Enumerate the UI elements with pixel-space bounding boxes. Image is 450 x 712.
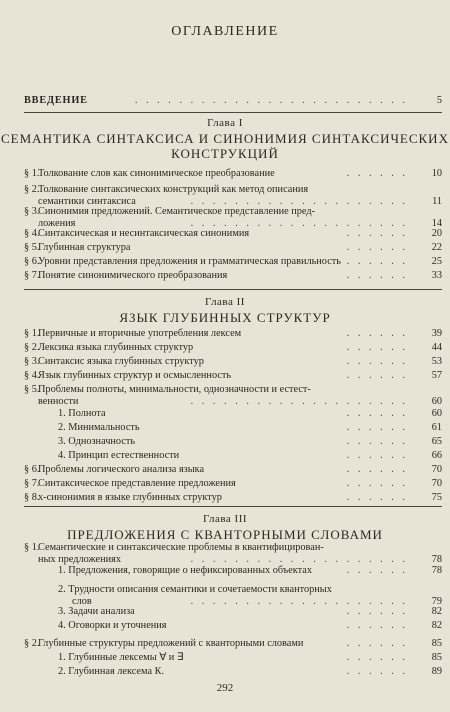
leader-dots: . . . . . . xyxy=(346,436,408,447)
page-ref: 70 xyxy=(431,478,442,489)
leader-dots: . . . . . . . . . . . . . . . . . . . . xyxy=(190,196,408,207)
section-number: § 8. xyxy=(24,492,40,503)
entry-title: Синтаксическое представление предложения xyxy=(38,478,236,489)
entry-title: 1. Глубинные лексемы ∀ и ∃ xyxy=(58,652,184,663)
page-ref: 85 xyxy=(431,638,442,649)
entry-title: Синтаксическая и несинтаксическая синонимия xyxy=(38,228,250,239)
page-ref: 33 xyxy=(431,270,442,281)
entry-title-cont: слов xyxy=(72,596,92,607)
page-ref: 60 xyxy=(431,396,442,407)
page-ref: 65 xyxy=(431,436,442,447)
entry-title: Толкование синтаксических конструкций как метод описания xyxy=(38,184,309,195)
leader-dots: . . . . . . xyxy=(346,450,408,461)
toc-entry[interactable] xyxy=(24,255,442,269)
page-ref: 70 xyxy=(431,464,442,475)
entry-title-cont: венности xyxy=(38,396,79,407)
leader-dots: . . . . . . xyxy=(346,422,408,433)
leader-dots: . . . . . . xyxy=(346,652,408,663)
leader-dots: . . . . . . xyxy=(346,356,408,367)
leader-dots: . . . . . . . . . . . . . . . . . . . . xyxy=(190,396,408,407)
page-ref: 5 xyxy=(436,95,442,106)
page-ref: 79 xyxy=(431,596,442,607)
entry-title: 2. Глубинная лексема К. xyxy=(58,666,165,677)
toc-entry[interactable] xyxy=(24,241,442,255)
page-ref: 78 xyxy=(431,554,442,565)
toc-entry[interactable] xyxy=(24,491,442,505)
entry-title: Уровни представления предложения и грамматическая правильность xyxy=(38,256,341,267)
section-number: § 3. xyxy=(24,206,40,217)
entry-title: 2. Минимальность xyxy=(58,422,140,433)
section-number: § 5. xyxy=(24,384,40,395)
leader-dots: . . . . . . xyxy=(346,168,408,179)
toc-entry[interactable] xyxy=(24,619,442,633)
section-number: § 5. xyxy=(24,242,40,253)
entry-title: Проблемы полноты, минимальности, однозначности и естест- xyxy=(38,384,311,395)
entry-title: Проблемы логического анализа языка xyxy=(38,464,205,475)
page-ref: 10 xyxy=(431,168,442,179)
chapter-number: Глава III xyxy=(202,513,248,525)
toc-entry[interactable] xyxy=(24,564,442,578)
toc-entry[interactable] xyxy=(24,637,442,651)
leader-dots: . . . . . . xyxy=(346,328,408,339)
entry-title-cont: ных предложениях xyxy=(38,554,121,565)
entry-title: Семантические и синтаксические проблемы в квантифицирован- xyxy=(38,542,324,553)
toc-entry[interactable] xyxy=(24,477,442,491)
section-number: § 3. xyxy=(24,356,40,367)
entry-title: Синонимия предложений. Семантическое представление пред- xyxy=(38,206,316,217)
section-number: § 7. xyxy=(24,478,40,489)
leader-dots: . . . . . . xyxy=(346,270,408,281)
leader-dots: . . . . . . xyxy=(346,370,408,381)
section-number: § 4. xyxy=(24,228,40,239)
section-number: § 4. xyxy=(24,370,40,381)
leader-dots: . . . . . . xyxy=(346,228,408,239)
entry-title: 1. Полнота xyxy=(58,408,106,419)
toc-entry[interactable] xyxy=(24,651,442,665)
page-ref: 78 xyxy=(431,565,442,576)
section-number: § 2. xyxy=(24,184,40,195)
page-ref: 39 xyxy=(431,328,442,339)
entry-title: x-синонимия в языке глубинных структур xyxy=(38,492,222,503)
toc-entry[interactable] xyxy=(24,463,442,477)
leader-dots: . . . . . . xyxy=(346,492,408,503)
toc-entry[interactable] xyxy=(24,369,442,383)
toc-entry[interactable] xyxy=(24,421,442,435)
divider xyxy=(24,112,442,113)
page-ref: 44 xyxy=(431,342,442,353)
leader-dots: . . . . . . xyxy=(346,620,408,631)
entry-title: Понятие синонимического преобразования xyxy=(38,270,228,281)
chapter-title: ЯЗЫК ГЛУБИННЫХ СТРУКТУР xyxy=(119,310,331,325)
section-number: § 2. xyxy=(24,638,40,649)
section-number: § 6. xyxy=(24,464,40,475)
chapter-title: КОНСТРУКЦИЙ xyxy=(171,146,279,161)
page-ref: 89 xyxy=(431,666,442,677)
section-number: § 1. xyxy=(24,542,40,553)
entry-title: 3. Однозначность xyxy=(58,436,136,447)
entry-title: Первичные и вторичные употребления лексем xyxy=(38,328,242,339)
page-ref: 85 xyxy=(431,652,442,663)
page-number: 292 xyxy=(216,682,234,694)
intro-label: ВВЕДЕНИЕ xyxy=(24,95,88,106)
page-ref: 60 xyxy=(431,408,442,419)
entry-title: Глубинная структура xyxy=(38,242,131,253)
section-number: § 7. xyxy=(24,270,40,281)
entry-title-cont: ложения xyxy=(38,218,76,229)
leader-dots: . . . . . . xyxy=(346,256,408,267)
toc-entry[interactable] xyxy=(24,605,442,619)
section-number: § 1. xyxy=(24,168,40,179)
page-ref: 25 xyxy=(431,256,442,267)
section-number: § 2. xyxy=(24,342,40,353)
entry-title: Язык глубинных структур и осмысленность xyxy=(38,370,232,381)
toc-entry[interactable] xyxy=(24,435,442,449)
section-number: § 1. xyxy=(24,328,40,339)
page-ref: 53 xyxy=(431,356,442,367)
page-ref: 20 xyxy=(431,228,442,239)
entry-title: 4. Оговорки и уточнения xyxy=(58,620,167,631)
chapter-number: Глава II xyxy=(205,296,245,308)
divider xyxy=(24,289,442,290)
page-ref: 82 xyxy=(431,606,442,617)
entry-title: 4. Принцип естественности xyxy=(58,450,180,461)
entry-title: Синтаксис языка глубинных структур xyxy=(38,356,204,367)
divider xyxy=(24,506,442,507)
toc-entry[interactable] xyxy=(24,227,442,241)
toc-entry[interactable] xyxy=(24,449,442,463)
toc-entry[interactable] xyxy=(24,327,442,341)
page-ref: 57 xyxy=(431,370,442,381)
chapter-number: Глава I xyxy=(207,117,243,129)
entry-title-cont: семантики синтаксиса xyxy=(38,196,136,207)
page-ref: 75 xyxy=(431,492,442,503)
leader-dots: . . . . . . xyxy=(346,242,408,253)
toc-entry[interactable] xyxy=(24,355,442,369)
page-ref: 11 xyxy=(432,196,442,207)
toc-entry[interactable] xyxy=(24,167,442,181)
toc-entry[interactable] xyxy=(24,407,442,421)
leader-dots: . . . . . . . . . . . . . . . . . . . . xyxy=(190,218,408,229)
page-ref: 82 xyxy=(431,620,442,631)
entry-title: Глубинные структуры предложений с кванторными словами xyxy=(38,638,304,649)
leader-dots: . . . . . . xyxy=(346,565,408,576)
leader-dots: . . . . . . xyxy=(346,638,408,649)
page-title: ОГЛАВЛЕНИЕ xyxy=(171,24,279,39)
leader-dots: . . . . . . . . . . . . . . . . . . . . xyxy=(190,554,408,565)
leader-dots: . . . . . . xyxy=(346,464,408,475)
entry-title: Лексика языка глубинных структур xyxy=(38,342,194,353)
entry-title: 3. Задачи анализа xyxy=(58,606,135,617)
page-ref: 14 xyxy=(431,218,442,229)
entry-title: 2. Трудности описания семантики и сочетаемости кванторных xyxy=(58,584,332,595)
toc-entry[interactable] xyxy=(24,341,442,355)
toc-entry-intro[interactable] xyxy=(24,94,442,108)
page-ref: 61 xyxy=(431,422,442,433)
entry-title: Толкование слов как синонимическое преобразование xyxy=(38,168,275,179)
leader-dots: . . . . . . xyxy=(346,478,408,489)
leader-dots: . . . . . . . . . . . . . . . . . . . . xyxy=(190,596,408,607)
leader-dots: . . . . . . xyxy=(346,408,408,419)
toc-entry[interactable] xyxy=(24,269,442,283)
entry-title: 1. Предложения, говорящие о нефиксированных объектах xyxy=(58,565,312,576)
leader-dots: . . . . . . xyxy=(346,606,408,617)
toc-entry[interactable] xyxy=(24,665,442,679)
section-number: § 6. xyxy=(24,256,40,267)
chapter-title: ПРЕДЛОЖЕНИЯ С КВАНТОРНЫМИ СЛОВАМИ xyxy=(67,527,383,542)
leader-dots: . . . . . . xyxy=(346,666,408,677)
page-ref: 22 xyxy=(431,242,442,253)
page-ref: 66 xyxy=(431,450,442,461)
leader-dots: . . . . . . . . . . . . . . . . . . . . . . . . . xyxy=(134,95,408,106)
chapter-title: СЕМАНТИКА СИНТАКСИСА И СИНОНИМИЯ СИНТАКСИЧЕСКИХ xyxy=(1,131,449,146)
leader-dots: . . . . . . xyxy=(346,342,408,353)
